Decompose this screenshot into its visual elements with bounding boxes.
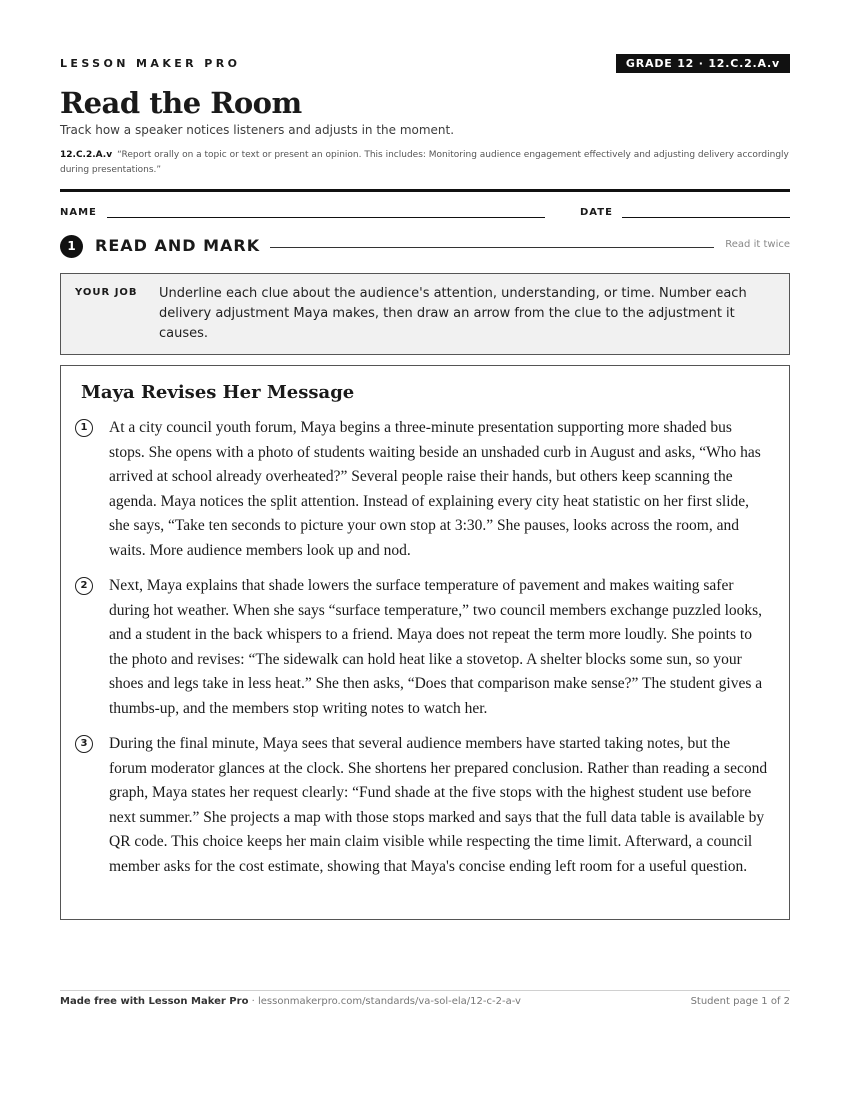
grade-tag: GRADE 12 · 12.C.2.A.v	[616, 54, 790, 73]
name-field[interactable]	[107, 217, 545, 218]
standard-statement	[60, 148, 790, 178]
footer-credit: Made free with Lesson Maker Pro	[60, 996, 249, 1007]
section-note: Read it twice	[725, 239, 790, 250]
footer-url[interactable]: · lessonmakerpro.com/standards/va-sol-ela/12-c-2-a-v	[248, 996, 521, 1007]
name-label: NAME	[60, 207, 97, 218]
paragraph-number: 2	[75, 577, 93, 595]
page-title: Read the Room	[60, 86, 302, 120]
worksheet-page	[60, 0, 790, 1100]
paragraph-number: 1	[75, 419, 93, 437]
paragraph-number: 3	[75, 735, 93, 753]
section-divider	[270, 247, 714, 248]
instructions-box	[60, 273, 790, 355]
instructions-text: Underline each clue about the audience's attention, understanding, or time. Number each delivery adjustment Maya makes, then draw an arrow from the clue to the adjustment it causes.	[159, 286, 747, 341]
footer-divider	[60, 990, 790, 991]
page-number: Student page 1 of 2	[690, 996, 790, 1007]
top-bar	[60, 56, 790, 78]
header-divider	[60, 189, 790, 192]
name-date-row	[60, 205, 790, 221]
standard-code: 12.C.2.A.v	[60, 150, 113, 160]
date-field[interactable]	[622, 217, 790, 218]
date-label: DATE	[580, 207, 613, 218]
passage-title: Maya Revises Her Message	[81, 382, 355, 403]
brand-name: LESSON MAKER PRO	[60, 57, 241, 70]
section-title: READ AND MARK	[95, 236, 261, 255]
instructions-label: YOUR JOB	[75, 287, 138, 298]
page-footer	[60, 996, 790, 1007]
paragraph-text[interactable]: During the final minute, Maya sees that several audience members have started taking notes, but the forum moderator glances at the clock. She shortens her prepared conclusion. Rather than reading a second graph, Maya states her request clearly: “Fund shade at the five stops with the highest student use before next summer.” She projects a map with those stops marked and says that the full data table is available by QR code. This choice keeps her main claim visible while respecting the time limit. Afterward, a council member asks for the cost estimate, showing that Maya's concise ending left room for a useful question.	[109, 735, 768, 875]
page-subtitle: Track how a speaker notices listeners and adjusts in the moment.	[60, 123, 455, 137]
reading-passage	[60, 365, 790, 920]
section-header	[60, 234, 790, 258]
paragraph-text[interactable]: At a city council youth forum, Maya begins a three-minute presentation supporting more shaded bus stops. She opens with a photo of students waiting beside an unshaded curb in August and asks, “Who has arrived at school already overheated?” Several people raise their hands, but others keep scanning the agenda. Maya notices the split attention. Instead of explaining every city heat statistic on her first slide, she says, “Take ten seconds to picture your own stop at 3:30.” She pauses, looks across the room, and waits. More audience members look up and nod.	[109, 419, 761, 559]
paragraph-text[interactable]: Next, Maya explains that shade lowers the surface temperature of pavement and makes waiting safer during hot weather. When she says “surface temperature,” two council members exchange puzzled looks, and a student in the back whispers to a friend. Maya does not repeat the term more loudly. She points to the photo and revises: “The sidewalk can hold heat like a stovetop. A shelter blocks some sun, so your shoes and legs take in less heat.” She then asks, “Does that comparison make sense?” The student gives a thumbs-up, and the members stop writing notes to watch her.	[109, 577, 763, 717]
section-number-badge: 1	[60, 235, 83, 258]
standard-text: “Report orally on a topic or text or present an opinion. This includes: Monitoring audience engagement effectively and adjusting delivery accordingly during presentations.”	[60, 150, 789, 175]
